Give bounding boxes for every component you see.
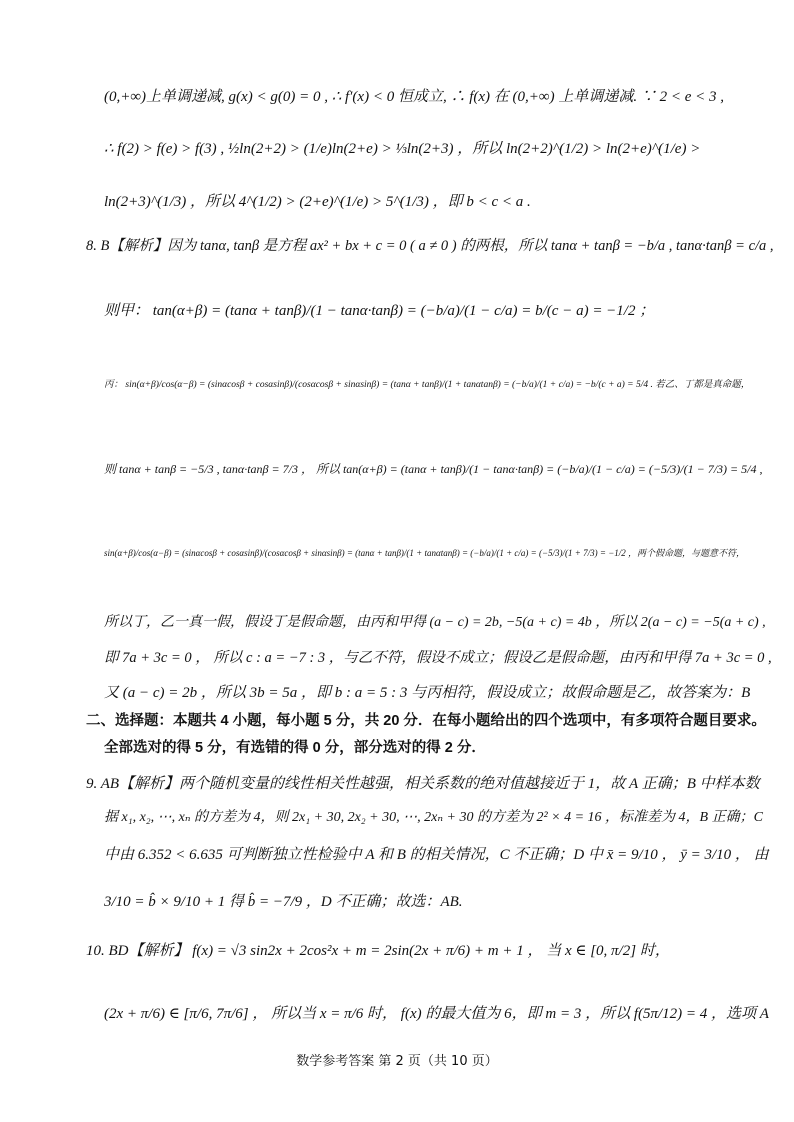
text-line: 丙： sin(α+β)/cos(α−β) = (sinαcosβ + cosαsinβ)/(cosαcosβ + sinαsinβ) = (tanα + tanβ)/(1 + tanαtanβ) = (−b/a)/(1 + c/a) = −b/(c + a) = 5/4 . 若乙、丁都是真命题， <box>104 380 751 390</box>
text-line: 即 7a + 3c = 0 ， 所以 c : a = −7 : 3 ，与乙不符，假设不成立；假设乙是假命题，由丙和甲得 7a + 3c = 0 , <box>104 650 772 666</box>
text-line: 10. BD【解析】 f(x) = √3 sin2x + 2cos²x + m = 2sin(2x + π/6) + m + 1 ， 当 x ∈ [0, π/2] 时， <box>86 943 670 959</box>
text-line: 中由 6.352 < 6.635 可判断独立性检验中 A 和 B 的相关情况，C 不正确；D 中 x̄ = 9/10 ， ȳ = 3/10 ， 由 <box>104 847 769 863</box>
text-line: (2x + π/6) ∈ [π/6, 7π/6] ， 所以当 x = π/6 时， f(x) 的最大值为 6，即 m = 3 ，所以 f(5π/12) = 4 ，选项 A <box>104 1006 769 1022</box>
page-footer: 数学参考答案 第 2 页（共 10 页） <box>296 1054 498 1069</box>
section-heading: 二、选择题：本题共 4 小题，每小题 5 分，共 20 分．在每小题给出的四个选项中，有多项符合题目要求。 <box>86 713 766 729</box>
text-line: ln(2+3)^(1/3) ，所以 4^(1/2) > (2+e)^(1/e) > 5^(1/3) ，即 b < c < a . <box>104 194 531 210</box>
text-line: 所以丁，乙一真一假，假设丁是假命题，由丙和甲得 (a − c) = 2b, −5(a + c) = 4b ，所以 2(a − c) = −5(a + c) , <box>104 615 766 630</box>
text-line: ∴ f(2) > f(e) > f(3) , ½ln(2+2) > (1/e)ln(2+e) > ⅓ln(2+3) ，所以 ln(2+2)^(1/2) > ln(2+e)^(1/e) > <box>104 141 701 157</box>
text-line: 则 tanα + tanβ = −5/3 , tanα·tanβ = 7/3 ， 所以 tan(α+β) = (tanα + tanβ)/(1 − tanα·tanβ) = (−b/a)/(1 − c/a) = (−5/3)/(1 − 7/3) = 5/4 , <box>104 462 763 476</box>
text-line: 则甲： tan(α+β) = (tanα + tanβ)/(1 − tanα·tanβ) = (−b/a)/(1 − c/a) = b/(c − a) = −1/2 ； <box>104 303 655 319</box>
text-line: sin(α+β)/cos(α−β) = (sinαcosβ + cosαsinβ)/(cosαcosβ + sinαsinβ) = (tanα + tanβ)/(1 + tanαtanβ) = (−b/a)/(1 + c/a) = (−5/3)/(1 + 7/3) = −1/2 ，两个假命题，与题意不符， <box>104 548 746 558</box>
text-line: 据 x₁, x₂, ⋯, xₙ 的方差为 4，则 2x₁ + 30, 2x₂ + 30, ⋯, 2xₙ + 30 的方差为 2² × 4 = 16 ，标准差为 4，B 正确；C <box>104 810 763 825</box>
text-line: 3/10 = b̂ × 9/10 + 1 得 b̂ = −7/9 ，D 不正确；故选：AB. <box>104 894 463 910</box>
text-line: (0,+∞)上单调递减, g(x) < g(0) = 0 , ∴ f′(x) < 0 恒成立, ∴ f(x) 在 (0,+∞) 上单调递减. ∵ 2 < e < 3 , <box>104 89 724 105</box>
text-line: 9. AB【解析】两个随机变量的线性相关性越强，相关系数的绝对值越接近于 1，故 A 正确；B 中样本数 <box>86 776 760 792</box>
section-heading: 全部选对的得 5 分，有选错的得 0 分，部分选对的得 2 分． <box>104 740 486 756</box>
text-line: 又 (a − c) = 2b ，所以 3b = 5a ，即 b : a = 5 : 3 与丙相符，假设成立；故假命题是乙，故答案为：B <box>104 685 751 701</box>
text-line: 8. B【解析】因为 tanα, tanβ 是方程 ax² + bx + c = 0 ( a ≠ 0 ) 的两根，所以 tanα + tanβ = −b/a , tanα·tanβ = c/a , <box>86 238 774 254</box>
